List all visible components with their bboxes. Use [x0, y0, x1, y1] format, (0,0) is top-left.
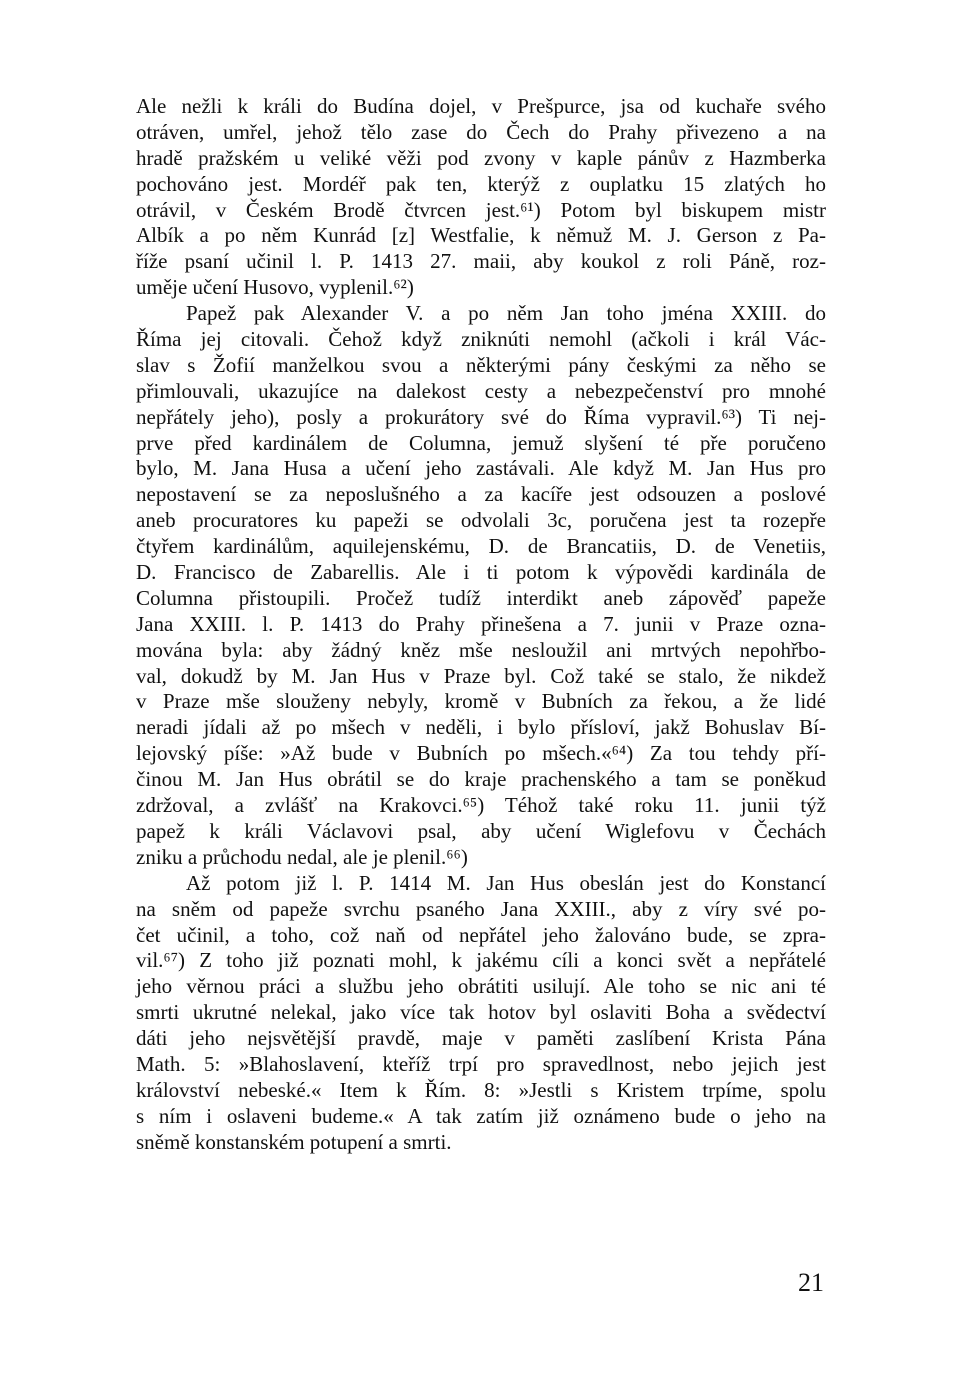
text-line: přimlouvali, ukazujíce na dalekost cesty a nebezpečenství pro mnohé	[136, 378, 826, 403]
text-line: nepřátely jeho), posly a prokurátory své do Říma vypravil.⁶³) Ti nej-	[136, 404, 826, 429]
text-line: pochováno jest. Mordéř pak ten, kterýž z ouplatku 15 zlatých ho	[136, 171, 826, 196]
text-line: prve před kardinálem de Columna, jemuž slyšení té pře poručeno	[136, 430, 826, 455]
text-line: dáti jeho nejsvětější pravdě, maje v paměti zaslíbení Krista Pána	[136, 1026, 826, 1051]
text-line: aneb procuratores ku papeži se odvolali 3c, poručena jest ta rozepře	[136, 508, 826, 533]
text-line: otrávil, v Českém Brodě čtvrcen jest.⁶¹) Potom byl biskupem mistr	[136, 197, 826, 222]
text-line: nepostavení se za neposlušného a za kacíře jest odsouzen a poslové	[136, 482, 826, 507]
text-line: bylo, M. Jana Husa a učení jeho zastávali. Ale když M. Jan Hus pro	[136, 456, 826, 481]
text-line: Math. 5: »Blahoslavení, kteříž trpí pro spravedlnost, nebo jejich jest	[136, 1051, 826, 1076]
text-line: činou M. Jan Hus obrátil se do kraje prachenského a tam se poněkud	[136, 767, 826, 792]
text-line: val, dokudž by M. Jan Hus v Praze byl. Což také se stalo, že nikdež	[136, 663, 826, 688]
text-line: mována byla: aby žádný kněz mše nesloužil ani mrtvých nepohřbo-	[136, 637, 826, 662]
text-line: s ním i oslaveni budeme.« A tak zatím již oznámeno bude o jeho na	[136, 1103, 826, 1128]
text-line: hradě pražském u veliké věži pod zvony v kaple pánův z Hazmberka	[136, 145, 826, 170]
text-line: otráven, umřel, jehož tělo zase do Čech do Prahy přivezeno a na	[136, 119, 826, 144]
text-line: Říma jej citovali. Čehož když zniknúti nemohl (ačkoli i král Vác-	[136, 327, 826, 352]
text-line: Ale nežli k králi do Budína dojel, v Prešpurce, jsa od kuchaře svého	[136, 94, 826, 118]
text-line: království nebeské.« Item k Řím. 8: »Jestli s Kristem trpíme, spolu	[136, 1077, 826, 1102]
text-line: Jana XXIII. l. P. 1413 do Prahy přinešena a 7. junii v Praze ozna-	[136, 611, 826, 636]
text-line: D. Francisco de Zabarellis. Ale i ti potom k výpovědi kardinála de	[136, 560, 826, 585]
text-line: Papež pak Alexander V. a po něm Jan toho jména XXIII. do	[186, 301, 826, 326]
page-number: 21	[798, 1268, 824, 1297]
text-line: zdržoval, a zvlášť na Krakovci.⁶⁵) Téhož také roku 11. junii týž	[136, 793, 826, 818]
text-line: čtyřem kardinálům, aquilejenskému, D. de Brancatiis, D. de Venetiis,	[136, 534, 826, 559]
text-line: čet učinil, a toho, což naň od nepřátel jeho žalováno bude, se zpra-	[136, 922, 826, 947]
text-line: lejovský píše: »Až bude v Bubních po mšech.«⁶⁴) Za tou tehdy pří-	[136, 741, 826, 766]
text-line: neradi jídali až po mšech v neděli, i bylo přísloví, jakž Bohuslav Bí-	[136, 715, 826, 740]
text-line: jeho věrnou práci a službu jeho obrátiti usilují. Ale toho se nic ani té	[136, 974, 826, 999]
text-line: v Praze mše slouženy nebyly, kromě v Bubních za řekou, a že lidé	[136, 689, 826, 714]
text-line: uměje učení Husovo, vyplenil.⁶²)	[136, 275, 414, 300]
text-line: Columna přistoupili. Pročež tudíž interdikt aneb zápověď papeže	[136, 585, 826, 610]
text-line: vil.⁶⁷) Z toho již poznati mohl, k jakému cíli a konci svět a nepřátelé	[136, 948, 826, 973]
text-line: říže psaní učinil l. P. 1413 27. maii, aby koukol z roli Páně, roz-	[136, 249, 826, 274]
text-line: smrti ukrutné nelekal, jako více tak hotov byl oslaviti Boha a svědectví	[136, 1000, 826, 1025]
page-body	[136, 94, 826, 1156]
text-line: papež k králi Václavovi psal, aby učení Wiglefovu v Čechách	[136, 818, 826, 843]
text-line: zniku a průchodu nedal, ale je plenil.⁶⁶)	[136, 844, 468, 869]
text-line: slav s Žofií manželkou svou a některými pány českými za něho se	[136, 352, 826, 377]
text-line: sněmě konstanském potupení a smrti.	[136, 1129, 452, 1154]
text-line: Až potom již l. P. 1414 M. Jan Hus obeslán jest do Konstancí	[186, 870, 826, 895]
text-line: Albík a po něm Kunrád [z] Westfalie, k němuž M. J. Gerson z Pa-	[136, 223, 826, 248]
text-line: na sněm od papeže svrchu psaného Jana XXIII., aby z víry své po-	[136, 896, 826, 921]
